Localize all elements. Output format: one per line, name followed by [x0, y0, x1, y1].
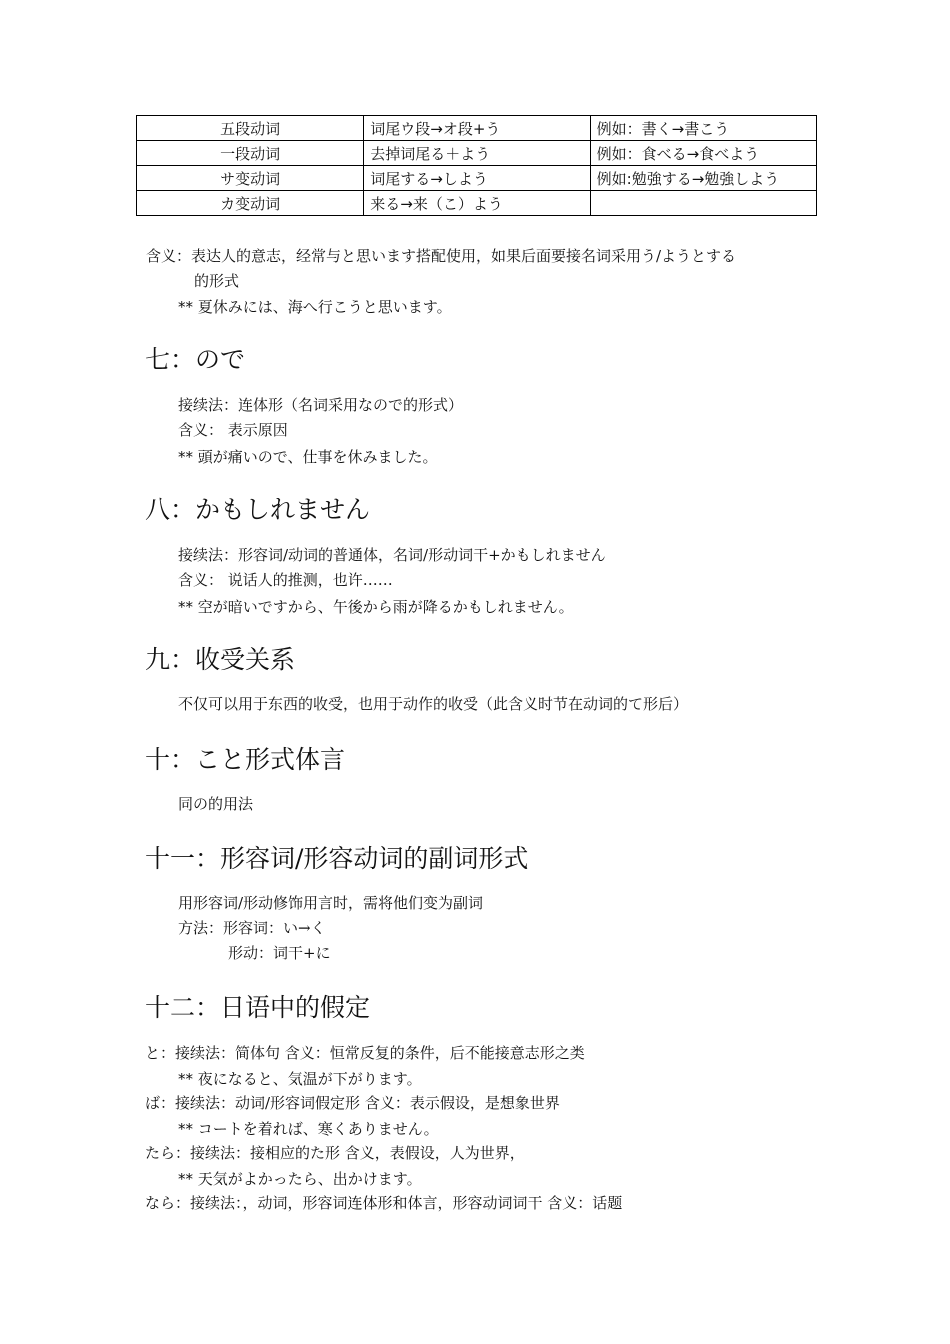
section-text: 用形容词/形动修饰用言时，需将他们变为副词 [178, 894, 484, 912]
method-text: 方法：形容词：い→く [178, 919, 326, 937]
verb-type-cell: サ变动词 [137, 166, 364, 191]
rule-cell: 词尾する→しよう [364, 166, 590, 191]
rule-cell: 来る→来（こ）よう [364, 191, 590, 216]
meaning-text: 含义： 说话人的推测，也许…… [178, 571, 393, 589]
example-sentence: ** コートを着れば、寒くありません。 [178, 1120, 439, 1138]
example-sentence: ** 頭が痛いので、仕事を休みました。 [178, 448, 438, 466]
table-row [137, 191, 817, 216]
section-text: 不仅可以用于东西的收受，也用于动作的收受（此含义时节在动词的て形后） [178, 695, 689, 713]
meaning-text-cont: 的形式 [194, 272, 240, 290]
conditional-nara-line: なら：接续法：，动词，形容词连体形和体言，形容动词词干 含义：话题 [145, 1194, 623, 1212]
table-row [137, 141, 817, 166]
verb-type-cell: 五段动词 [137, 116, 364, 141]
example-sentence: ** 天気がよかったら、出かけます。 [178, 1170, 422, 1188]
rule-cell: 去掉词尾る＋よう [364, 141, 590, 166]
section-heading-9: 九：收受关系 [145, 645, 296, 674]
connection-rule: 接续法：连体形（名词采用なので的形式） [178, 396, 464, 414]
verb-type-cell: 一段动词 [137, 141, 364, 166]
conditional-to-line: と：接续法：简体句 含义：恒常反复的条件，后不能接意志形之类 [145, 1044, 585, 1062]
rule-cell: 词尾ウ段→オ段+う [364, 116, 590, 141]
verb-type-cell: カ变动词 [137, 191, 364, 216]
example-sentence: ** 空が暗いですから、午後から雨が降るかもしれません。 [178, 598, 574, 616]
meaning-text: 含义：表达人的意志，经常与と思います搭配使用，如果后面要接名词采用う/ようとする [146, 247, 737, 265]
table-row [137, 116, 817, 141]
section-heading-12: 十二：日语中的假定 [145, 993, 371, 1022]
section-text: 同の的用法 [178, 795, 254, 813]
conditional-ba-line: ば：接续法：动词/形容词假定形 含义：表示假设，是想象世界 [145, 1094, 560, 1112]
example-cell: 例如：書く→書こう [590, 116, 816, 141]
example-sentence: ** 夜になると、気温が下がります。 [178, 1070, 422, 1088]
section-heading-10: 十：こと形式体言 [145, 745, 346, 774]
section-heading-8: 八：かもしれません [145, 495, 371, 524]
meaning-text: 含义： 表示原因 [178, 421, 288, 439]
table-row [137, 166, 817, 191]
connection-rule: 接续法：形容词/动词的普通体，名词/形动词干+かもしれません [178, 546, 606, 564]
example-sentence: ** 夏休みには、海へ行こうと思います。 [178, 298, 452, 316]
example-cell: 例如：食べる→食べよう [590, 141, 816, 166]
conjugation-table [136, 115, 817, 216]
method-text-na-adj: 形动：词干+に [228, 944, 331, 962]
section-heading-11: 十一：形容词/形容动词的副词形式 [145, 844, 529, 873]
example-cell: 例如:勉強する→勉強しよう [590, 166, 816, 191]
example-cell [590, 191, 816, 216]
section-heading-7: 七：ので [145, 345, 246, 374]
conditional-tara-line: たら：接续法：接相应的た形 含义，表假设，人为世界， [145, 1144, 525, 1162]
